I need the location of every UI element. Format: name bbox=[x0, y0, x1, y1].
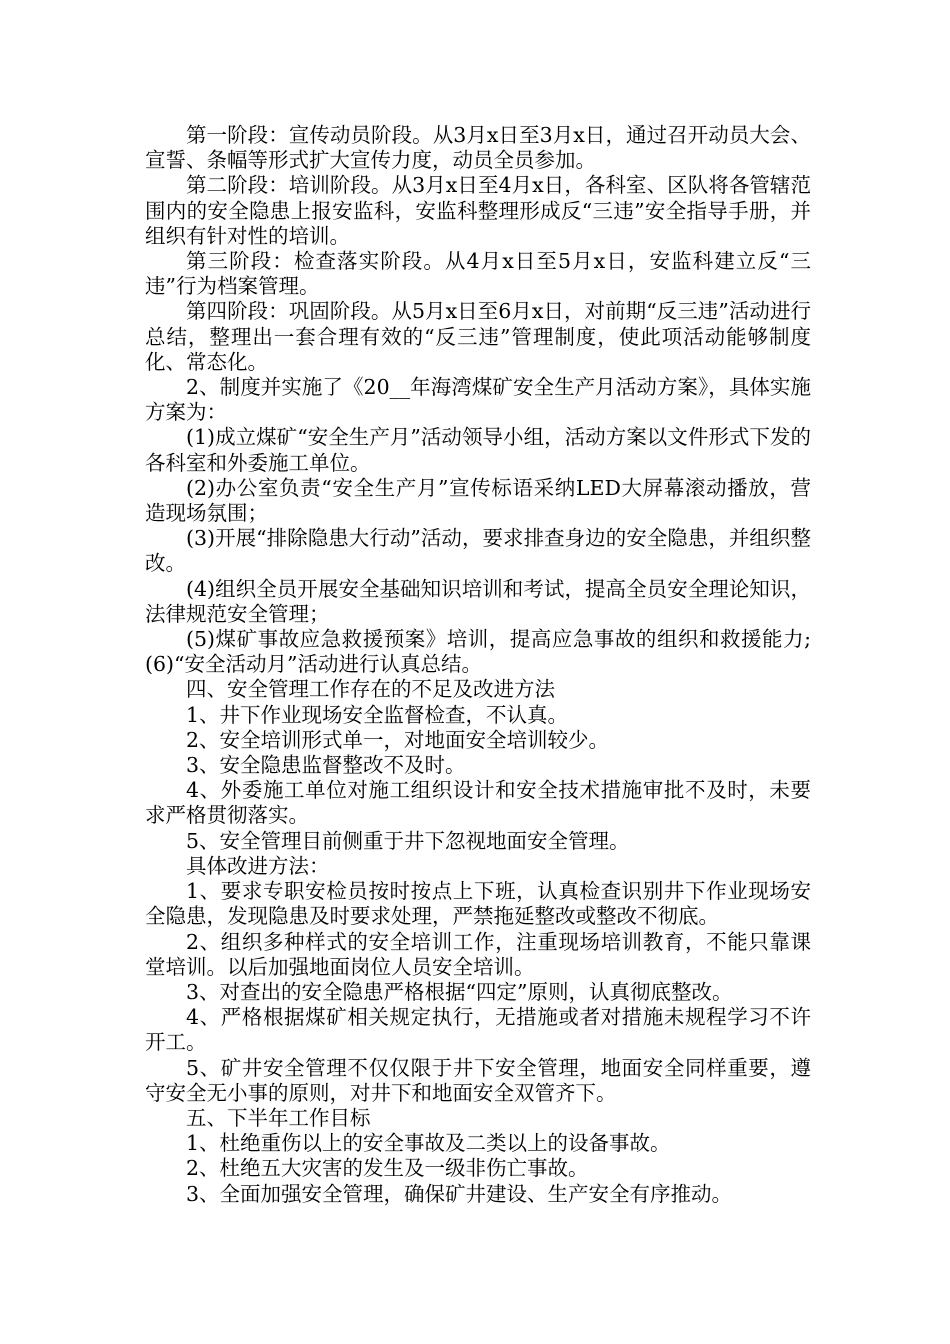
paragraph-shortcoming-2: 2、安全培训形式单一，对地面安全培训较少。 bbox=[186, 727, 610, 752]
paragraph-plan-item-2: (2)办公室负责“安全生产月”宣传标语采纳LED大屏幕滚动播放，营造现场氛围； bbox=[145, 475, 811, 526]
paragraph-shortcoming-3: 3、安全隐患监督整改不及时。 bbox=[186, 753, 466, 778]
paragraph-plan-item-1: (1)成立煤矿“安全生产月”活动领导小组，活动方案以文件形式下发的各科室和外委施工单位。 bbox=[145, 425, 811, 475]
paragraph-goal-2: 2、杜绝五大灾害的发生及一级非伤亡事故。 bbox=[186, 1156, 589, 1181]
paragraph-improvement-3: 3、对查出的安全隐患严格根据“四定”原则，认真彻底整改。 bbox=[186, 979, 733, 1004]
subheading-improvements: 具体改进方法： bbox=[186, 853, 330, 878]
paragraph-plan-item-3: (3)开展“排除隐患大行动”活动，要求排查身边的安全隐患，并组织整改。 bbox=[145, 526, 811, 576]
paragraph-stage-4: 第四阶段：巩固阶段。从5月x日至6月x日，对前期“反三违”活动进行总结，整理出一套合理有效的“反三违”管理制度，使此项活动能够制度化、常态化。 bbox=[145, 299, 811, 374]
paragraph-improvement-1: 1、要求专职安检员按时按点上下班，认真检查识别井下作业现场安全隐患，发现隐患及时要求处理，严禁拖延整改或整改不彻底。 bbox=[145, 879, 811, 929]
paragraph-goal-3: 3、全面加强安全管理，确保矿井建设、生产安全有序推动。 bbox=[186, 1181, 733, 1206]
document-page bbox=[145, 123, 811, 1207]
paragraph-improvement-4: 4、严格根据煤矿相关规定执行，无措施或者对措施未规程学习不许开工。 bbox=[145, 1005, 811, 1055]
paragraph-plan-item-4: (4)组织全员开展安全基础知识培训和考试，提高全员安全理论知识，法律规范安全管理； bbox=[145, 576, 811, 626]
paragraph-goal-1: 1、杜绝重伤以上的安全事故及二类以上的设备事故。 bbox=[186, 1131, 671, 1156]
paragraph-stage-1: 第一阶段：宣传动员阶段。从3月x日至3月x日，通过召开动员大会、宣誓、条幅等形式扩大宣传力度，动员全员参加。 bbox=[145, 123, 811, 173]
paragraph-shortcoming-5: 5、安全管理目前侧重于井下忽视地面安全管理。 bbox=[186, 828, 630, 853]
paragraph-stage-3: 第三阶段：检查落实阶段。从4月x日至5月x日，安监科建立反“三违”行为档案管理。 bbox=[145, 249, 811, 299]
paragraph-shortcoming-1: 1、井下作业现场安全监督检查，不认真。 bbox=[186, 702, 569, 727]
paragraph-stage-2: 第二阶段：培训阶段。从3月x日至4月x日，各科室、区队将各管辖范围内的安全隐患上报安监科，安监科整理形成反“三违”安全指导手册，并组织有针对性的培训。 bbox=[145, 173, 811, 248]
section-heading-shortcomings: 四、安全管理工作存在的不足及改进方法 bbox=[186, 677, 555, 702]
paragraph-plan-item-5-6: (5)煤矿事故应急救援预案》培训，提高应急事故的组织和救援能力;(6)“安全活动月”活动进行认真总结。 bbox=[145, 627, 811, 677]
paragraph-shortcoming-4: 4、外委施工单位对施工组织设计和安全技术措施审批不及时，未要求严格贯彻落实。 bbox=[145, 778, 811, 828]
section-heading-goals: 五、下半年工作目标 bbox=[186, 1105, 371, 1130]
paragraph-improvement-5: 5、矿井安全管理不仅仅限于井下安全管理，地面安全同样重要，遵守安全无小事的原则，对井下和地面安全双管齐下。 bbox=[145, 1055, 811, 1105]
paragraph-safety-month-plan: 2、制度并实施了《20__年海湾煤矿安全生产月活动方案》，具体实施方案为： bbox=[145, 375, 811, 425]
paragraph-improvement-2: 2、组织多种样式的安全培训工作，注重现场培训教育，不能只靠课堂培训。以后加强地面岗位人员安全培训。 bbox=[145, 929, 811, 979]
